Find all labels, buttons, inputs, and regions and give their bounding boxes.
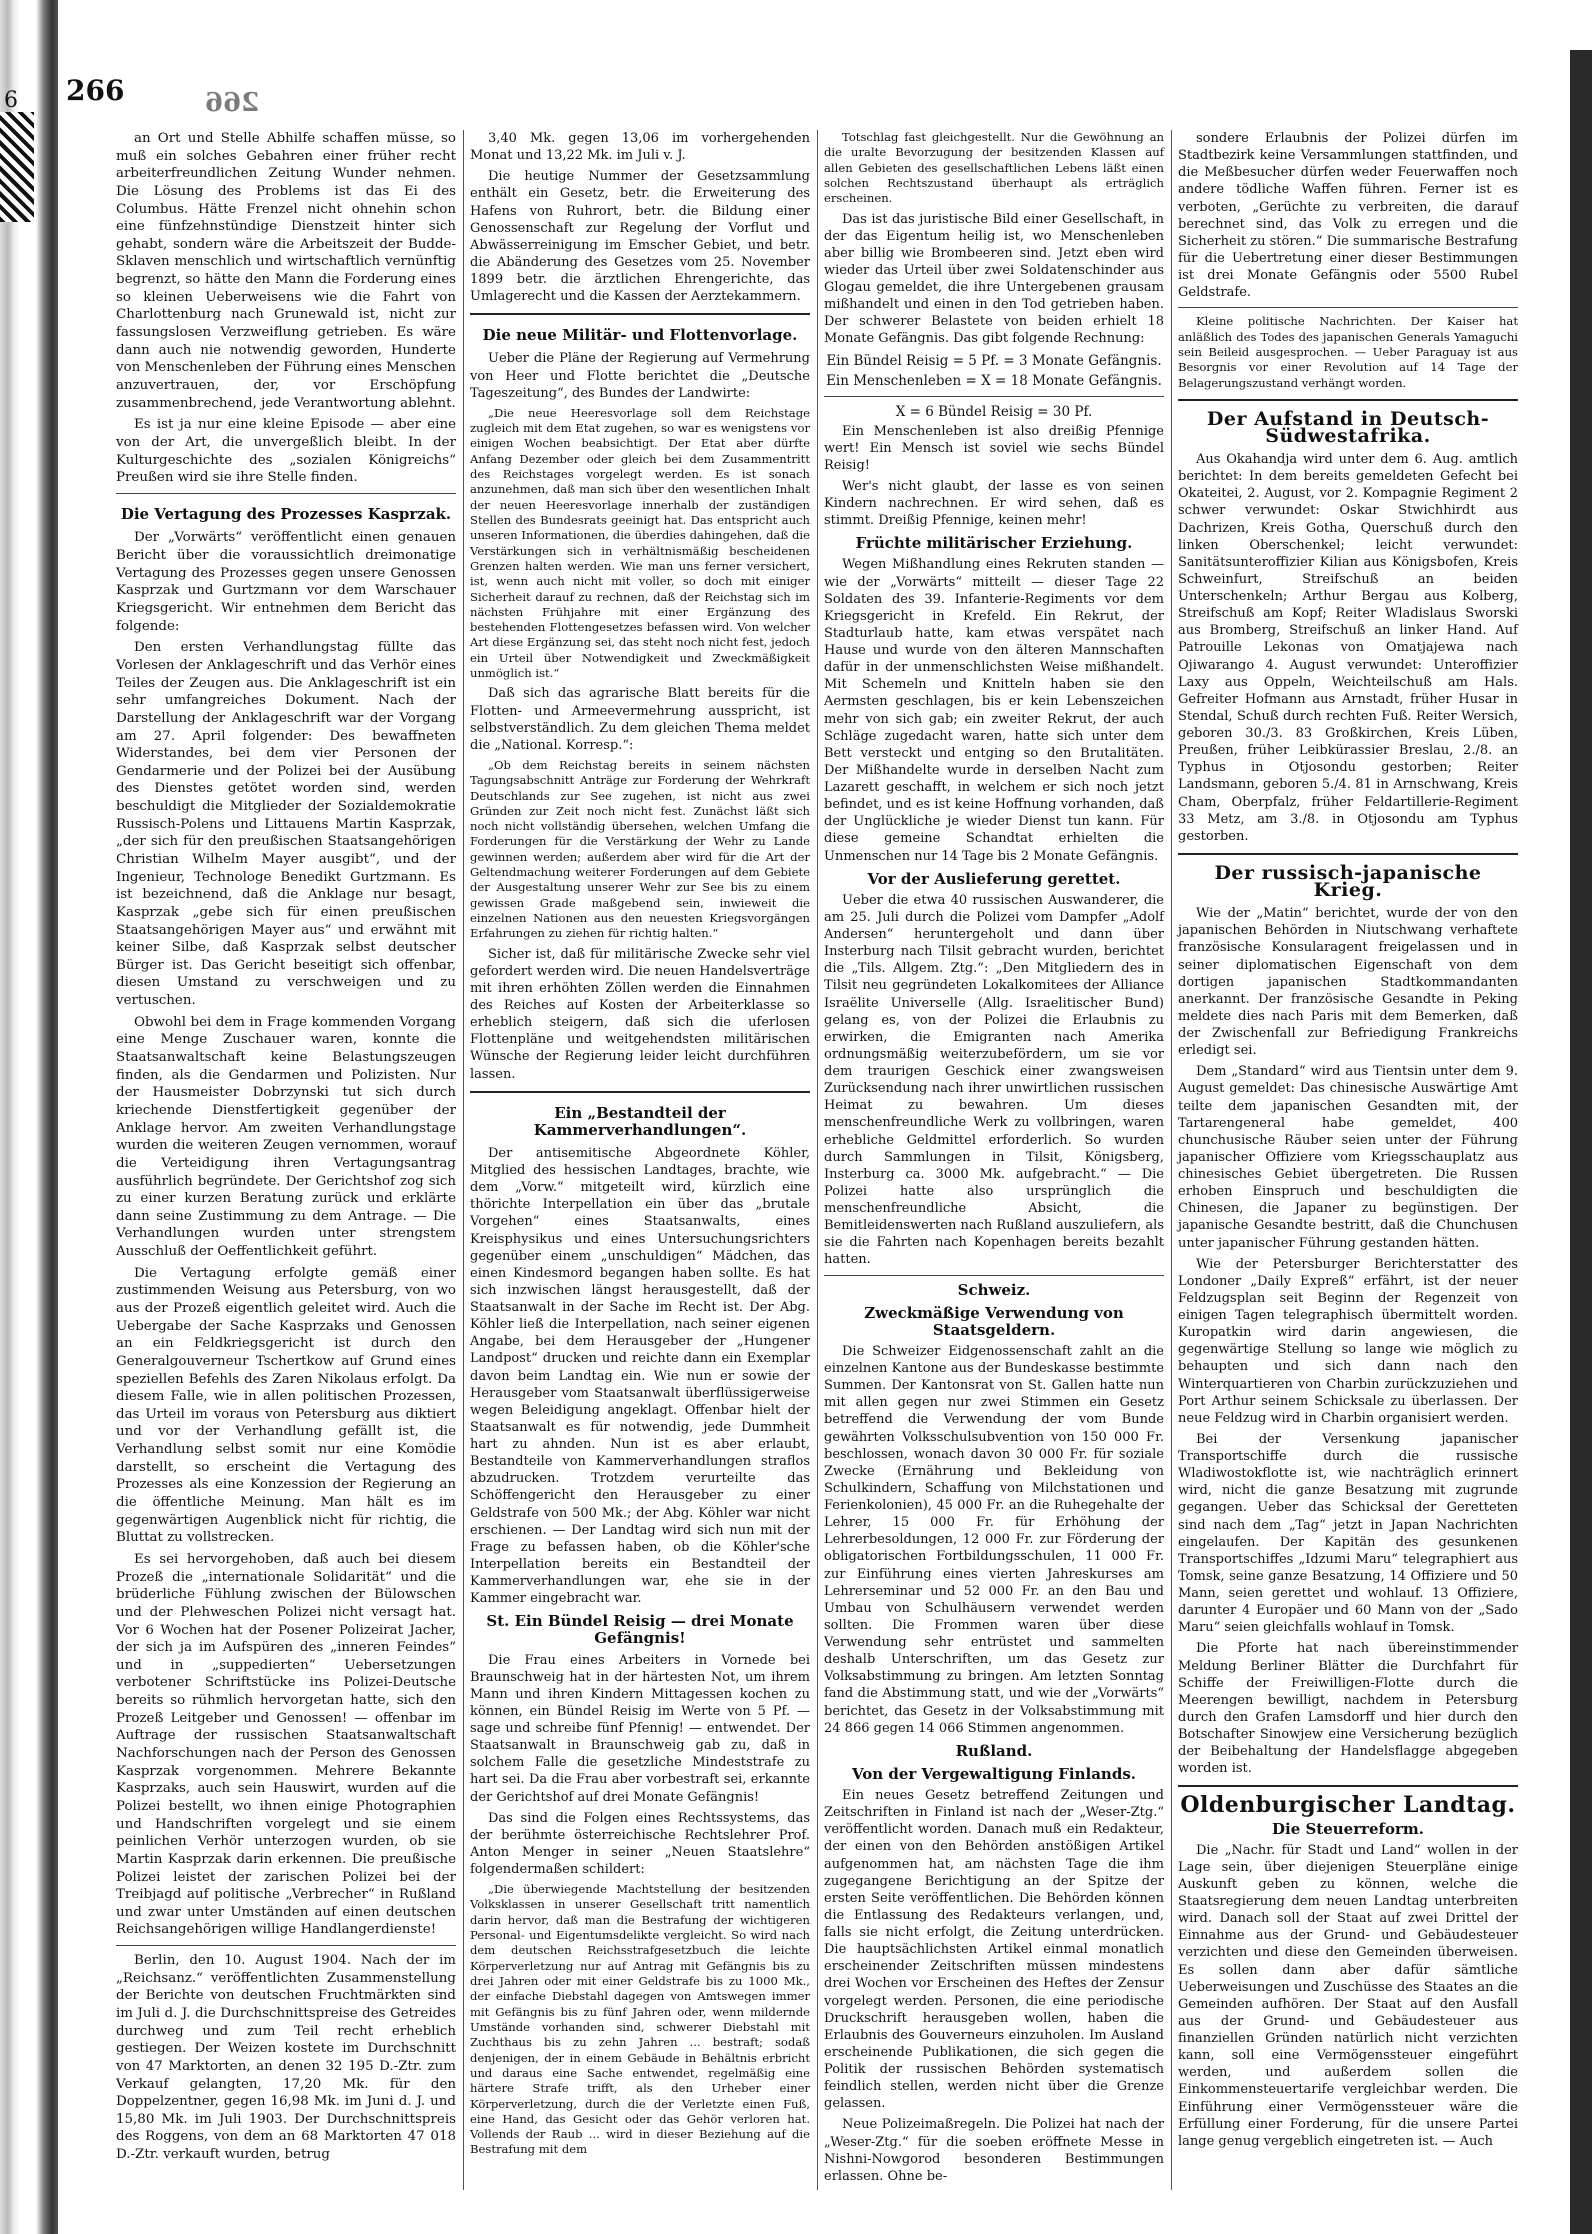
divider	[824, 1275, 1164, 1276]
paragraph: Wegen Mißhandlung eines Rekruten standen — wie der „Vorwärts“ mitteilt — dieser Tage 22 Soldaten des 39. Infanterie-Regiments vor dem Kriegsgericht in Krefeld. Ein Rekrut, der Stadturlaub hatte, kam etwas verspätet nach Hause und wurde von den älteren Mannschaften dafür in der unmenschlichsten Weise mißhandelt. Mit Schemeln und Knitteln haben sie den Aermsten geschlagen, bis er kein Lebenszeichen mehr von sich gab; ein zweiter Rekrut, der auch Schläge zugedacht waren, hatte sich unter dem Bett versteckt und entging so den Brutalitäten. Der Mißhandelte wurde in derselben Nacht zum Lazarett geschafft, in welchem er sich noch jetzt befindet, und es ist keine Hoffnung vorhanden, daß der Unglückliche je wieder Dienst tun kann. Für diese gemeine Schandtat erhielten die Unmenschen nur 14 Tage bis 2 Monate Gefängnis.	[824, 557, 1164, 864]
scan-edge	[0, 0, 58, 2234]
article-headline: Oldenburgischer Landtag.	[1180, 1792, 1516, 1819]
divider	[470, 313, 810, 315]
calculation-line: Ein Menschenleben = X = 18 Monate Gefängnis.	[826, 372, 1162, 389]
paragraph: Ueber die Pläne der Regierung auf Vermehrung von Heer und Flotte berichtet die „Deutsche Tageszeitung“, des Bundes der Landwirte:	[470, 351, 810, 401]
article-headline: Von der Vergewaltigung Finlands.	[852, 1764, 1136, 1783]
article-headline: Ein „Bestandteil der Kammerverhandlungen“.	[533, 1103, 747, 1139]
paragraph: Der antisemitische Abgeordnete Köhler, Mitglied des hessischen Landtages, brachte, wie dem „Vorw.“ mitgeteilt wird, kürzlich eine thörichte Interpellation ein über das „brutale Vorgehen“ eines Staatsanwalts, eines Kreisphysikus und eines Untersuchungsrichters gegenüber einem „unschuldigen“ Mädchen, das einen Kindesmord begangen haben sollte. Es hat sich inzwischen längst herausgestellt, daß der Staatsanwalt in der Sache im Recht ist. Der Abg. Köhler ließ die Interpellation, nach seiner eigenen Angabe, bei dem Herausgeber der „Hungener Landpost“ drucken und reichte dann ein Exemplar davon beim Landtag ein. Wie nun er sowie der Herausgeber vom Staatsanwalt überflüssigerweise wegen Beleidigung angeklagt. Offenbar hielt der Staatsanwalt es für notwendig, jede Dummheit hart zu ahnden. Nun ist es aber erlaubt, Bestandteile von Kammerverhandlungen straflos abzudrucken. Trotzdem verurteilte das Schöffengericht den Herausgeber zu einer Geldstrafe von 500 Mk.; der Abg. Köhler war nicht erschienen. — Der Landtag wird sich nun mit der Frage zu befassen haben, ob die Köhler'sche Interpellation bereits ein Bestandteil der Kammerverhandlungen war, ehe sie in der Kammer eingebracht war.	[470, 1145, 810, 1607]
paragraph: Ein Menschenleben ist also dreißig Pfennige wert! Ein Mensch ist soviel wie sechs Bündel Reisig!	[824, 423, 1164, 473]
paragraph: Dem „Standard“ wird aus Tientsin unter dem 9. August gemeldet: Das chinesische Auswärtige Amt teilte dem japanischen Gesandten mit, der Tartarengeneral habe gemeldet, 400 chunchusische Räuber seien unter der Führung japanischer Offiziere vom Kriegsschauplatz aus chinesisches Gebiet übergetreten. Die Russen erhoben Einspruch und beschuldigten die Chinesen, die Japaner zu begünstigen. Der japanische Gesandte bestritt, daß die Chunchusen unter japanischer Führung gestanden hätten.	[1178, 1064, 1518, 1251]
paragraph: Die Pforte hat nach übereinstimmender Meldung Berliner Blätter die Durchfahrt für Schiffe der Freiwilligen-Flotte durch die Meerengen bewilligt, nachdem in Petersburg durch den Grafen Lamsdorff und hier durch den Botschafter Sinowjew eine Versicherung bezüglich der Beibehaltung der Handelsflagge abgegeben worden ist.	[1178, 1641, 1518, 1777]
calculation-result: X = 6 Bündel Reisig = 30 Pf.	[895, 403, 1093, 420]
divider	[116, 493, 456, 494]
page-number: 266	[66, 74, 125, 107]
column-rule	[463, 130, 464, 2190]
paragraph: Neue Polizeimaßregeln. Die Polizei hat nach der „Weser-Ztg.“ für die soeben eröffnete Messe in Nishni-Nowgorod besonderen Bestimmungen erlassen. Ohne be-	[824, 2117, 1164, 2184]
paragraph: Die „Nachr. für Stadt und Land“ wollen in der Lage sein, über diejenigen Steuerpläne einige Auskunft geben zu können, welche die Staatsregierung dem neuen Landtag unterbreiten wird. Danach soll der Staat auf zwei Drittel der Einnahme aus der Grund- und Gebäudesteuer verzichten und diese den Gemeinden überweisen. Es sollen dann aber dafür sämtliche Ueberweisungen und Zuschüsse des Staates an die Gemeinden aufhören. Der Staat auf den Ausfall aus der Grund- und Gebäudesteuer aus finanziellen Gründen natürlich nicht verzichten kann, soll eine Vermögenssteuer eingeführt werden, und außerdem sollen die Einkommensteuertarife vergleichbar werden. Die Einführung einer Vermögenssteuer wäre die Erfüllung einer Forderung, für die unsere Partei lange genug vergeblich eingetreten ist. — Auch	[1178, 1842, 1518, 2149]
page-number-mirror: 266	[205, 88, 260, 118]
article-headline: Früchte militärischer Erziehung.	[855, 534, 1133, 553]
column-rule	[817, 130, 818, 2190]
article-headline: Zweckmäßige Verwendung von Staatsgeldern.	[864, 1303, 1124, 1339]
calculation-line: Ein Bündel Reisig = 5 Pf. = 3 Monate Gefängnis.	[826, 352, 1162, 369]
divider	[1178, 399, 1518, 401]
divider	[1178, 853, 1518, 855]
article-headline: Die Vertagung des Prozesses Kasprzak.	[120, 504, 452, 523]
divider	[470, 1091, 810, 1093]
paragraph: Kleine politische Nachrichten. Der Kaiser hat anläßlich des Todes des japanischen Generals Yamaguchi sein Beileid ausgesprochen. — Ueber Paraguay ist aus Besorgnis vor einer Revolution auf 14 Tage der Belagerungszustand verhängt worden.	[1178, 314, 1518, 390]
article-headline: Vor der Auslieferung gerettet.	[867, 869, 1121, 888]
side-mark: 6	[4, 88, 18, 113]
paragraph: Ein neues Gesetz betreffend Zeitungen und Zeitschriften in Finland ist nach der „Weser-Ztg.“ veröffentlicht worden. Danach muß ein Redakteur, der einen von den Behörden anstößigen Artikel aufgenommen hat, am nächsten Tage die ihm zugegangene Berichtigung an der Spitze der ersten Seite veröffentlichen. Die Behörden können die Entlassung des Redakteurs verlangen, und, falls sie nicht erfolgt, die Zeitung unterdrücken. Die hauptsächlichsten Artikel einmal monatlich erscheinender Zeitschriften müssen mindestens drei Wochen vor Erscheinen des Heftes der Zensur vorgelegt werden. Personen, die eine periodische Druckschrift herausgeben wollen, haben die Erlaubnis des Gouverneurs einzuholen. Im Ausland erscheinende Publikationen, die sich gegen die Politik der russischen Behörden systematisch feindlich stellen, werden nicht über die Grenze gelassen.	[824, 1788, 1164, 2112]
paragraph: Daß sich das agrarische Blatt bereits für die Flotten- und Armeevermehrung ausspricht, ist selbstverständlich. Zu dem gleichen Thema meldet die „National. Korresp.“:	[470, 686, 810, 753]
paragraph: Sicher ist, daß für militärische Zwecke sehr viel gefordert werden wird. Die neuen Handelsverträge mit ihren erhöhten Zöllen werden die Einnahmen des Reiches auf Kosten der Arbeiterklasse so erheblich steigern, daß sich die uferlosen Flottenpläne und weitgehendsten militärischen Wünsche der Regierung leider leicht durchführen lassen.	[470, 946, 810, 1082]
paragraph: Den ersten Verhandlungstag füllte das Vorlesen der Anklageschrift und das Verhör eines Teiles der Zeugen aus. Die Anklageschrift ist ein sehr umfangreiches Dokument. Nach der Darstellung der Anklageschrift war der Vorgang am 27. April folgender: Des bewaffneten Widerstandes, bei dem vier Personen der Gendarmerie und der Polizei bei der Ausübung des Dienstes getötet worden sind, werden beschuldigt die Mitglieder der Sozialdemokratie Russisch-Polens und Littauens Martin Kasprzak, „der sich für den preußischen Staatsangehörigen Christian Wilhelm Mayer ausgibt“, und der Ingenieur, Technologe Benedikt Gurtzmann. Es ist bezeichnend, daß die Anklage nur besagt, Kasprzak „gebe sich für einen preußischen Staatsangehörigen Mayer aus“ und erwähnt mit keiner Silbe, daß Kasprzak selbst deutscher Bürger ist. Das Gericht beseitigt sich offenbar, diesen Umstand zu verschweigen und zu vertuschen.	[116, 640, 456, 1009]
paragraph: Es ist ja nur eine kleine Episode — aber eine von der Art, die unvergeßlich bleibt. In der Kulturgeschichte des „sozialen Königreichs“ Preußen wird sie ihre Stelle finden.	[116, 417, 456, 486]
column-4	[1178, 130, 1518, 2154]
paragraph: an Ort und Stelle Abhilfe schaffen müsse, so muß ein solches Gebahren einer früher recht arbeiterfreundlichen Zeitung Wunder nehmen. Die Lösung des Problems ist das Ei des Columbus. Hätte Frenzel nicht ohnehin schon eine fünfzehnstündige Dienstzeit hinter sich gehabt, sondern wäre die Arbeitszeit der Budde-Sklaven menschlich und wirtschaftlich vernünftig begrenzt, so hätte den Mann die Forderung eines so kleinen Ueberweisens wie die Fahrt von Charlottenburg nach Grunewald ist, nicht zur fassungslosen Verzweiflung getrieben. Es wäre dann auch nie notwendig geworden, Hunderte von Menschenleben der Führung eines Menschen anzuvertrauen, der, vor Erschöpfung zusammenbrechend, jede Verantwortung ablehnt.	[116, 131, 456, 411]
column-3	[824, 130, 1164, 2189]
section-heading: Rußland.	[955, 1741, 1033, 1760]
margin-ornament	[0, 112, 34, 222]
paragraph: sondere Erlaubnis der Polizei dürfen im Stadtbezirk keine Versammlungen stattfinden, und die Meßbesucher dürfen weder Feuerwaffen noch andere tödliche Waffen führen. Ferner ist es verboten, „Gerüchte zu verbreiten, die darauf berechnet sind, das Volk zu erregen und die Sicherheit zu stören.“ Die summarische Bestrafung für die Uebertretung einer dieser Bestimmungen ist drei Monate Gefängnis oder 5500 Rubel Geldstrafe.	[1178, 131, 1518, 301]
scan-right-edge	[1570, 50, 1592, 2234]
divider	[824, 396, 1164, 397]
paragraph: Das sind die Folgen eines Rechtssystems, das der berühmte österreichische Rechtslehrer Prof. Anton Menger in seiner „Neuen Staatslehre“ folgendermaßen schildert:	[470, 1810, 810, 1877]
column-1	[116, 130, 456, 2168]
paragraph: Die Schweizer Eidgenossenschaft zahlt an die einzelnen Kantone aus der Bundeskasse bestimmte Summen. Der Kantonsrat von St. Gallen hatte nun mit allen gegen nur zwei Stimmen ein Gesetz betreffend die Verwendung der vom Bunde gewährten Volksschulsubvention von 150 000 Fr. beschlossen, wonach davon 30 000 Fr. für soziale Zwecke (Ernährung und Bekleidung von Schulkindern, Schaffung von Milchstationen und Ferienkolonien), 45 000 Fr. an die Ruhegehalte der Lehrer, 15 000 Fr. für Erhöhung der Lehrerbesoldungen, 12 000 Fr. zur Förderung der obligatorischen Fortbildungsschulen, 11 000 Fr. zur Einführung eines vierten Jahreskurses am Lehrerseminar und 52 000 Fr. an den Bau und Umbau von Schulhäusern verwendet werden sollten. Die Frommen waren über diese Verwendung sehr entrüstet und sammelten deshalb Unterschriften, um das Gesetz zur Volksabstimmung zu bringen. Am letzten Sonntag fand die Abstimmung statt, und wie der „Vorwärts“ berichtet, das Gesetz in der Volksabstimmung mit 24 866 gegen 14 066 Stimmen angenommen.	[824, 1343, 1164, 1736]
section-heading: Schweiz.	[957, 1280, 1031, 1299]
paragraph: Ueber die etwa 40 russischen Auswanderer, die am 25. Juli durch die Polizei vom Dampfer „Adolf Andersen“ heruntergeholt und dann über Insterburg nach Tilsit gebracht wurden, berichtet die „Tils. Allgem. Ztg.“: „Den Mitgliedern des in Tilsit neu gegründeten Lokalkomitees der Alliance Israëlite Universelle (Allg. Israelitischer Bund) gelang es, von der Polizei die Erlaubnis zu erwirken, die Emigranten nach Amerika ordnungsmäßig weiterzubefördern, um sie vor dem traurigen Geschick einer zwangsweisen Zurücksendung nach ihrer unwirtlichen russischen Heimat zu bewahren. Um dieses menschenfreundliche Werk zu vollbringen, waren erhebliche Geldmittel erforderlich. So wurden durch Sammlungen in Tilsit, Königsberg, Insterburg ca. 3000 Mk. aufgebracht.“ — Die Polizei hatte also ursprünglich die menschenfreundliche Absicht, die Bemitleidenswerten nach Rußland auszuliefern, als sie die Fahrten nach Kopenhagen bereits bezahlt hatten.	[824, 892, 1164, 1268]
paragraph: Wie der Petersburger Berichterstatter des Londoner „Daily Expreß“ erfährt, ist der neuer Feldzugsplan seit Beginn der Regenzeit von einigen Tagen telegraphisch übermittelt worden. Kuropatkin wird darin angewiesen, die gegenwärtige Stellung so lange wie möglich zu behaupten und sich dann nach den Winterquartieren von Charbin zurückzuziehen und Port Arthur seinem Schicksale zu überlassen. Der neue Feldzug wird in Charbin organisiert werden.	[1178, 1256, 1518, 1426]
paragraph: Obwohl bei dem in Frage kommenden Vorgang eine Menge Zuschauer waren, konnte die Staatsanwaltschaft keine Belastungszeugen finden, als die Gendarmen und Polizisten. Nur der Hausmeister Dobrzynski tut sich durch kriechende Dienstfertigkeit gegenüber der Anklage hervor. Am zweiten Verhandlungstage wurden die weiteren Zeugen vernommen, worauf die Verteidigung ihren Vertagungsantrag ausführlich begründete. Der Gerichtshof zog sich zu einer kurzen Beratung zurück und erklärte dann seine Zustimmung zu dem Antrage. — Die Verhandlungen wurden unter strengstem Ausschluß der Oeffentlichkeit geführt.	[116, 1014, 456, 1260]
article-subheadline: Die Steuerreform.	[1271, 1819, 1425, 1838]
paragraph: Das ist das juristische Bild einer Gesellschaft, in der das Eigentum heilig ist, wo Menschenleben aber billig wie Brombeeren sind. Jetzt eben wird wieder das Urteil über zwei Soldatenschinder aus Glogau gemeldet, die ihre Untergebenen grausam mißhandelt und einen in den Tod getrieben haben. Der schwerer Belastete von beiden erhielt 18 Monate Gefängnis. Das gibt folgende Rechnung:	[824, 211, 1164, 347]
article-headline: Der Aufstand in Deutsch-Südwestafrika.	[1206, 407, 1490, 447]
divider	[116, 1945, 456, 1946]
paragraph: Bei der Versenkung japanischer Transportschiffe durch die russische Wladiwostokflotte ist, wie nachträglich erinnert wird, nicht die ganze Besatzung mit zugrunde gegangen. Ueber das Schicksal der Geretteten sind nach dem „Tag“ jetzt in Japan Nachrichten eingelaufen. Der Kapitän des gesunkenen Transportschiffes „Idzumi Maru“ telegraphiert aus Tomsk, seine ganze Besatzung, 14 Offiziere und 50 Mann, seien gerettet und wohlauf. 13 Offiziere, darunter 4 Europäer und 60 Mann von der „Sado Maru“ seien gleichfalls wohlauf in Tomsk.	[1178, 1431, 1518, 1636]
paragraph: Aus Okahandja wird unter dem 6. Aug. amtlich berichtet: In dem bereits gemeldeten Gefecht bei Okateitei, 2. August, vor 2. Kompagnie Regiment 2 schwer verwundet: Oskar Stwichhirdt aus Dachrizen, Kreis Gotha, Querschuß durch den linken Oberschenkel; leicht verwundet: Sanitätsunteroffizier Kilian aus Königsbofen, Kreis Schweinfurt, Streifschuß an beiden Unterschenkeln; Arthur Bergau aus Kolberg, Streifschuß am Kopf; Reiter Wladislaus Sworski aus Bromberg, Streifschuß an linker Hand. Auf Patrouille Lekonas von Omatjajewa nach Ojiwarango 4. August verwundet: Unteroffizier Laxy aus Oppeln, Weichteilschuß am Hals. Gefreiter Hofmann aus Arnstadt, früher Husar in Stendal, Schuß durch rechten Fuß. Reiter Wersich, geboren 30./3. 83 Großkirchen, Kreis Lüben, Preußen, früher Leibkürassier Breslau, 2./8. an Typhus in Otjosondu gestorben; Reiter Landsmann, geboren 5./4. 81 in Arnschwang, Kreis Cham, Oberpfalz, früher Feldartillerie-Regiment 33 Metz, am 3./8. in Otjosondu am Typhus gestorben.	[1178, 452, 1518, 844]
paragraph: Wie der „Matin“ berichtet, wurde der von den japanischen Behörden in Niutschwang verhaftete französische Konsularagent freigelassen und in seiner diplomatischen Eigenschaft von dem dortigen japanischen Stadtkommandanten anerkannt. Der französische Gesandte in Peking meldete dies nach Paris mit dem Bemerken, daß der Zwischenfall zur Befriedigung Frankreichs erledigt sei.	[1178, 906, 1518, 1059]
article-headline: St. Ein Bündel Reisig — drei Monate Gefängnis!	[486, 1612, 794, 1648]
quote-paragraph: „Ob dem Reichstag bereits in seinem nächsten Tagungsabschnitt Anträge zur Forderung der Wehrkraft Deutschlands zur See zugehen, ist nicht aus zwei Gründen zur Zeit noch nicht fest. Zunächst läßt sich noch nicht vollständig übersehen, welchen Umfang die Forderungen für die Verstärkung der Wehr zu Lande gewinnen werden; außerdem aber wird für die Art der Geltendmachung weiterer Forderungen auf dem Gebiete der Ausgestaltung unserer Wehr zur See bis zu einem gewissen Grade maßgebend sein, inwieweit die einzelnen Nationen aus den neuesten Kriegsvorgängen Erfahrungen zu ziehen für richtig halten.“	[470, 757, 810, 941]
quote-paragraph: Totschlag fast gleichgestellt. Nur die Gewöhnung an die uralte Bevorzugung der besitzenden Klassen auf allen Gebieten des gesellschaftlichen Lebens läßt einen solchen Rechtszustand überhaupt als erträglich erscheinen.	[824, 130, 1164, 206]
article-headline: Die neue Militär- und Flottenvorlage.	[482, 326, 798, 345]
divider	[1178, 307, 1518, 308]
paragraph: Berlin, den 10. August 1904. Nach der im „Reichsanz.“ veröffentlichten Zusammenstellung der Berichte von deutschen Fruchtmärkten sind im Juli d. J. die Durchschnittspreise des Getreides durchweg und zum Teil recht erheblich gestiegen. Der Weizen kostete im Durchschnitt von 47 Marktorten, an denen 32 195 D.-Ztr. zum Verkauf gelangten, 17,20 Mk. für den Doppelzentner, gegen 16,98 Mk. im Juni d. J. und 15,80 Mk. im Juli 1903. Der Durchschnittspreis des Roggens, von dem an 68 Marktorten 47 018 D.-Ztr. verkauft wurden, betrug	[116, 1953, 456, 2163]
paragraph: 3,40 Mk. gegen 13,06 im vorhergehenden Monat und 13,22 Mk. im Juli v. J.	[470, 131, 810, 164]
paragraph: Es sei hervorgehoben, daß auch bei diesem Prozeß die „internationale Solidarität“ und die brüderliche Fühlung zwischen der Bülowschen und der Plehweschen Polizei nicht versagt hat. Vor 6 Wochen hat der Posener Polizeirat Jacher, der sich ja im Aufspüren des „inneren Feindes“ und in „suppedierten“ Uebersetzungen verbotener Schriftstücke ins Polizei-Deutsche bereits so rühmlich hervorgetan hatte, sich den Prozeß Leitgeber und Genossen! — offenbar im Auftrage der russischen Staatsanwaltschaft Nachforschungen nach der Person des Genossen Kasprzak vorgenommen. Mehrere Bekannte Kasprzaks, auch sein Hauswirt, wurden auf die Polizei bestellt, wo ihnen einige Photographien und Handschriften vorgelegt und sie einem peinlichen Verhör unterzogen wurden, ob sie Martin Kasprzak darin erkennen. Die preußische Polizei leistet der zarischen Polizei bei der Treibjagd auf politische „Verbrecher“ in Rußland und zwar unter Umständen auf einen deutschen Reichsangehörigen willige Handlangerdienste!	[116, 1551, 456, 1938]
paragraph: Der „Vorwärts“ veröffentlicht einen genauen Bericht über die voraussichtlich dreimonatige Vertagung des Prozesses gegen unsere Genossen Kasprzak und Gurtzmann vor dem Warschauer Kriegsgericht. Wir entnehmen dem Bericht das folgende:	[116, 530, 456, 634]
paragraph: Die Vertagung erfolgte gemäß einer zustimmenden Weisung aus Petersburg, von wo aus der Prozeß eigentlich geleitet wird. Auch die Uebergabe der Sache Kasprzaks und Genossen an ein Feldkriegsgericht ist durch den Generalgouverneur Tschertkow auf Grund eines speziellen Befehls des Zaren Nikolaus erfolgt. Da diesem Falle, wie in allen politischen Prozessen, das Urteil im voraus von Petersburg aus diktiert und vor der Verhandlung gefällt ist, die Verhandlung selbst somit nur eine Komödie darstellt, so erscheint die Vertagung des Prozesses als eine Konzession der Regierung an die öffentliche Meinung. Man hält es im gegenwärtigen Augenblick nicht für richtig, die Bluttat zu vollstrecken.	[116, 1265, 456, 1546]
article-headline: Der russisch-japanische Krieg.	[1214, 861, 1482, 902]
paragraph: Die heutige Nummer der Gesetzsammlung enthält ein Gesetz, betr. die Erweiterung des Hafens von Ruhrort, betr. die Bildung einer Genossenschaft zur Regelung der Vorflut und Abwässerreinigung im Emscher Gebiet, und betr. die Abänderung des Gesetzes vom 25. November 1899 betr. die ärztlichen Ehrengerichte, das Umlagerecht und die Kassen der Aerztekammern.	[470, 169, 810, 305]
divider	[1178, 1785, 1518, 1787]
column-rule	[1171, 130, 1172, 2190]
column-2	[470, 130, 810, 2162]
quote-paragraph: „Die neue Heeresvorlage soll dem Reichstage zugleich mit dem Etat zugehen, so war es wenigstens vor einigen Wochen beabsichtigt. Der Etat aber dürfte Anfang Dezember oder gleich bei dem Zusammentritt des Reichstages vorgelegt werden. Es ist sonach anzunehmen, daß man sich über den wesentlichen Inhalt der neuen Heeresvorlage innerhalb der zuständigen Stellen des Bundesrats geeinigt hat. Das entspricht auch unseren Informationen, die überdies dahingehen, daß die Verstärkungen sich in verhältnismäßig bescheidenen Grenzen halten werden. Wie man uns ferner versichert, ist, wenn auch nicht mit voller, so doch mit einiger Sicherheit darauf zu rechnen, daß der Reichstag sich im nächsten Frühjahre mit einer Ergänzung des bestehenden Flottengesetzes befassen wird. Von welcher Art diese Ergänzung sei, das steht noch nicht fest, jedoch ein Urteil über Notwendigkeit und Zweckmäßigkeit unmöglich ist.“	[470, 405, 810, 681]
paragraph: Wer's nicht glaubt, der lasse es von seinen Kindern nachrechnen. Er wird sehen, daß es stimmt. Dreißig Pfennige, keinen mehr!	[824, 478, 1164, 529]
paragraph: Die Frau eines Arbeiters in Vornede bei Braunschweig hat in der härtesten Not, um ihrem Mann und ihren Kindern Mittagessen kochen zu können, ein Bündel Reisig im Werte von 5 Pf. — sage und schreibe fünf Pfennig! — entwendet. Der Staatsanwalt in Braunschweig gab zu, daß in solchem Falle die gesetzliche Mindeststrafe zu hart sei. Da die Frau aber vorbestraft sei, erkannte der Gerichtshof auf drei Monate Gefängnis!	[470, 1652, 810, 1805]
quote-paragraph: „Die überwiegende Machtstellung der besitzenden Volksklassen in unserer Gesellschaft tritt namentlich darin hervor, daß man die Bestrafung der wichtigeren Personal- und Eigentumsdelikte vergleicht. So wird nach dem deutschen Reichsstrafgesetzbuch die leichte Körperverletzung nur auf Antrag mit Gefängnis bis zu drei Jahren oder mit einer Geldstrafe bis zu 1000 Mk., der einfache Diebstahl dagegen von Amtswegen immer mit Gefängnis bis zu fünf Jahren oder, wenn mildernde Umstände vorhanden sind, schwerer Diebstahl mit Zuchthaus bis zu zehn Jahren ... bestraft; sodaß denjenigen, der in einem Gebäude in Behältnis erbricht und daraus eine Sache entwendet, regelmäßig eine härtere Strafe trifft, als den Urheber einer Körperverletzung, durch die der Verletzte einen Fuß, eine Hand, das Gesicht oder das Gehör verloren hat. Vollends der Raub ... wird in dieser Beziehung auf die Bestrafung mit dem	[470, 1882, 810, 2157]
